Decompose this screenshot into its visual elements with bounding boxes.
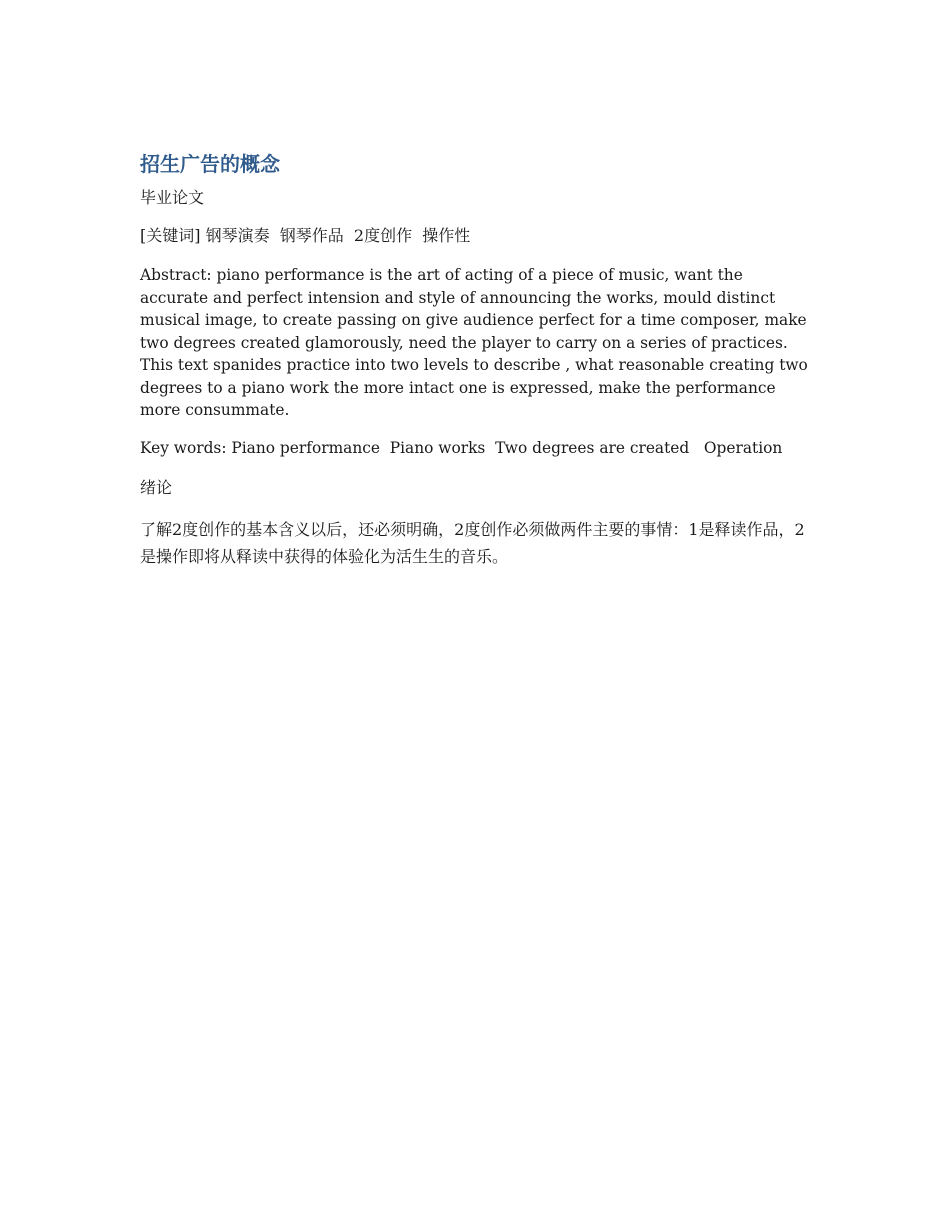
- document-title: 招生广告的概念: [140, 152, 280, 176]
- keywords-chinese: [关键词] 钢琴演奏 钢琴作品 2度创作 操作性: [140, 226, 471, 245]
- body-paragraph: 了解2度创作的基本含义以后，还必须明确，2度创作必须做两件主要的事情：1是释读作品，2是操作即将从释读中获得的体验化为活生生的音乐。: [140, 519, 805, 566]
- document-page: [140, 148, 812, 570]
- abstract-paragraph: Abstract: piano performance is the art of acting of a piece of music, want the accurate and perfect intension and style of announcing the works, mould distinct musical image, to create passing on give audience perfect for a time composer, make two degrees created glamorously, need the player to carry on a series of practices. This text spanides practice into two levels to describe , what reasonable creating two degrees to a piano work the more intact one is expressed, make the performance more consummate.: [140, 266, 808, 419]
- section-heading-introduction: 绪论: [140, 477, 173, 497]
- document-subtitle: 毕业论文: [140, 188, 205, 207]
- keywords-english: Key words: Piano performance Piano works Two degrees are created Operation: [140, 438, 783, 457]
